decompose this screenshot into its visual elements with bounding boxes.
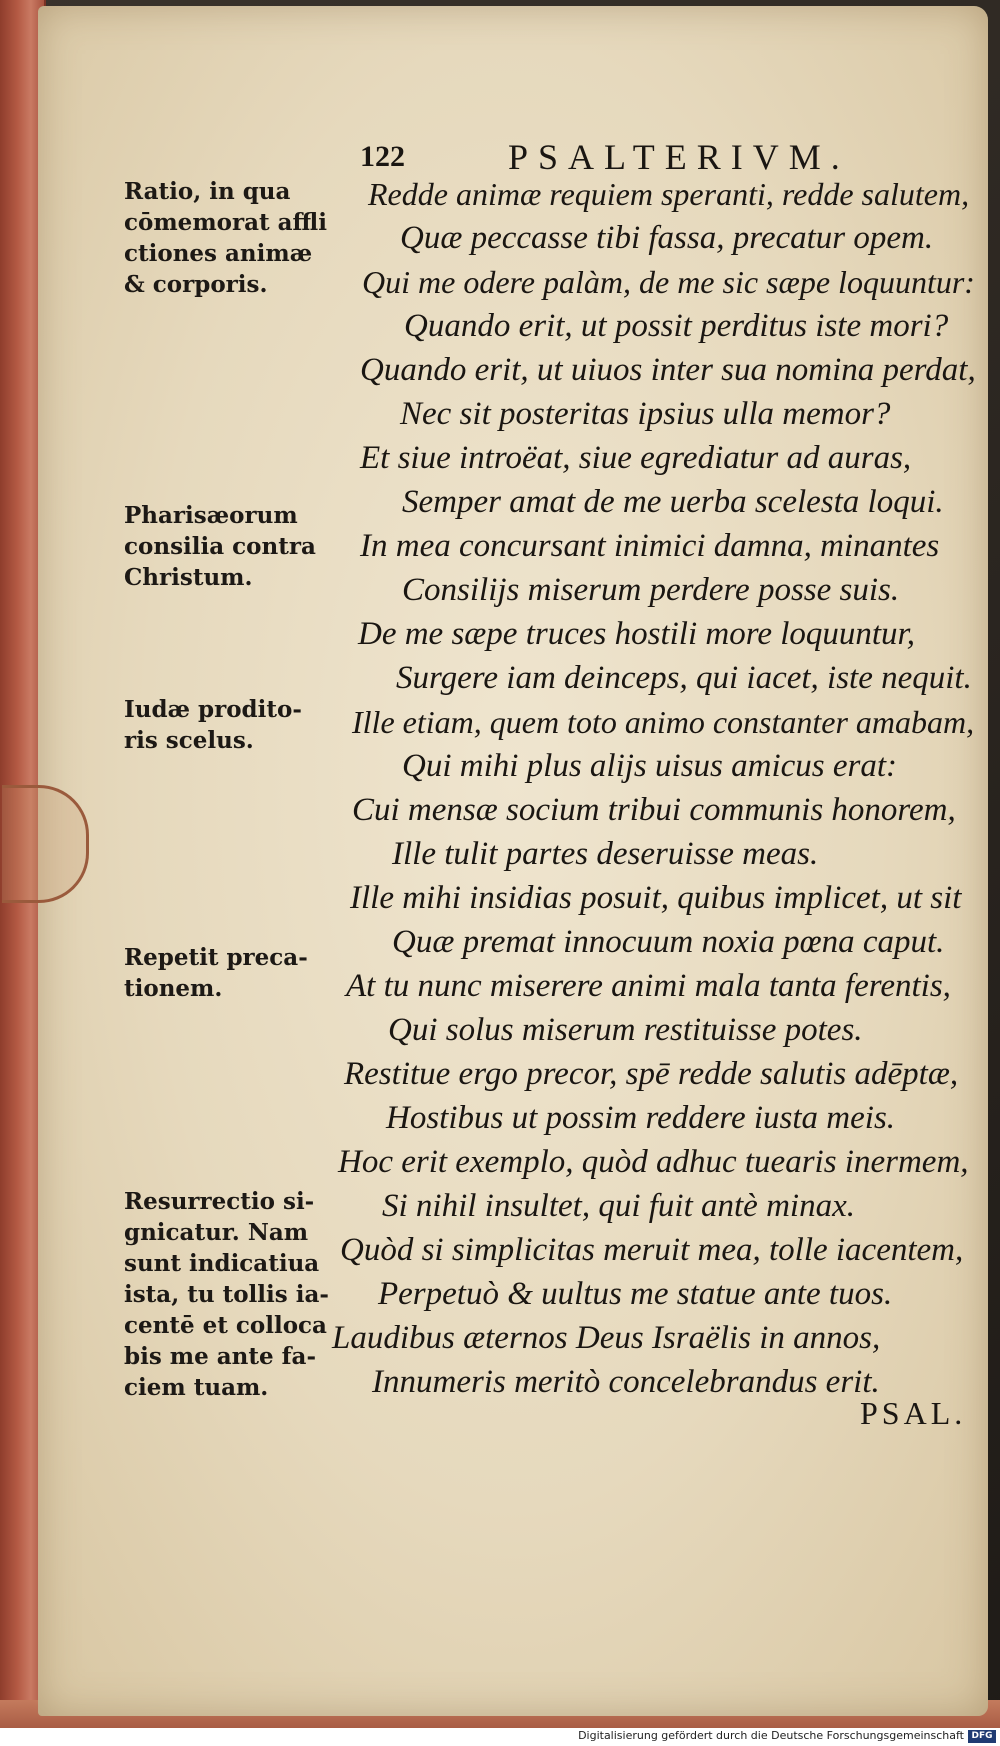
margin-note-resurrectio [124, 1186, 354, 1403]
margin-note-ratio [124, 176, 354, 300]
verse-line: Qui me odere palàm, de me sic sæpe loquuntur: [362, 264, 975, 300]
verse-line: Qui solus miserum restituisse potes. [388, 1012, 863, 1048]
verse-line: Hoc erit exemplo, quòd adhuc tuearis inermem, [338, 1144, 969, 1180]
page-number: 122 [360, 140, 405, 173]
verse-line: Consilijs miserum perdere posse suis. [402, 572, 900, 608]
running-title: PSALTERIVM. [508, 137, 850, 177]
verse-line: Restitue ergo precor, spē redde salutis adēptæ, [344, 1056, 959, 1092]
verse-line: In mea concursant inimici damna, minantes [360, 528, 940, 564]
margin-note-iudae [124, 694, 354, 756]
margin-note-repetit [124, 942, 354, 1004]
verse-line: Quæ premat innocuum noxia pœna caput. [392, 924, 945, 960]
verse-line: Innumeris meritò concelebrandus erit. [372, 1364, 880, 1400]
digitization-footer [0, 1728, 1000, 1746]
margin-note-pharisaeorum [124, 500, 354, 593]
verse-line: Qui mihi plus alijs uisus amicus erat: [402, 748, 898, 784]
verse-line: Surgere iam deinceps, qui iacet, iste nequit. [396, 660, 972, 696]
catchword: PSAL. [860, 1395, 967, 1431]
verse-line: Quando erit, ut possit perditus iste mori? [404, 308, 949, 344]
margin-note-line: Pharisæorum [124, 502, 298, 529]
verse-line: Ille mihi insidias posuit, quibus implicet, ut sit [350, 880, 962, 916]
verse-line: Quando erit, ut uiuos inter sua nomina perdat, [360, 352, 976, 388]
page-clasp-mark [2, 785, 89, 903]
margin-note-line: ciem tuam. [124, 1374, 269, 1401]
margin-note-line: Iudæ prodito- [124, 696, 302, 723]
verse-line: Redde animæ requiem speranti, redde salutem, [368, 176, 970, 212]
margin-note-line: Christum. [124, 564, 253, 591]
verse-line: Laudibus æternos Deus Israëlis in annos, [332, 1320, 881, 1356]
verse-line: Ille etiam, quem toto animo constanter amabam, [352, 704, 975, 740]
verse-line: Quòd si simplicitas meruit mea, tolle iacentem, [340, 1232, 964, 1268]
verse-line: Nec sit posteritas ipsius ulla memor? [400, 396, 891, 432]
margin-note-line: Ratio, in qua [124, 178, 291, 205]
margin-note-line: ctiones animæ [124, 240, 313, 267]
verse-line: Si nihil insultet, qui fuit antè minax. [382, 1188, 855, 1224]
footer-credit: Digitalisierung gefördert durch die Deutsche Forschungsgemeinschaft [578, 1729, 964, 1742]
verse-line: Cui mensæ socium tribui communis honorem, [352, 792, 956, 828]
verse-line: At tu nunc miserere animi mala tanta ferentis, [346, 968, 951, 1004]
margin-note-line: centē et colloca [124, 1312, 327, 1339]
verse-line: De me sæpe truces hostili more loquuntur, [358, 616, 915, 652]
verse-line: Ille tulit partes deseruisse meas. [392, 836, 819, 872]
margin-note-line: consilia contra [124, 533, 316, 560]
verse-line: Perpetuò & uultus me statue ante tuos. [378, 1276, 893, 1312]
verse-line: Quæ peccasse tibi fassa, precatur opem. [400, 220, 934, 256]
verse-line: Semper amat de me uerba scelesta loqui. [402, 484, 944, 520]
margin-note-line: ista, tu tollis ia- [124, 1281, 329, 1308]
margin-note-line: gnicatur. Nam [124, 1219, 309, 1246]
verse-line: Et siue introëat, siue egrediatur ad auras, [360, 440, 912, 476]
margin-note-line: bis me ante fa- [124, 1343, 316, 1370]
verse-line: Hostibus ut possim reddere iusta meis. [386, 1100, 896, 1136]
margin-note-line: cōmemorat affli [124, 209, 327, 236]
margin-note-line: sunt indicatiua [124, 1250, 320, 1277]
margin-note-line: Repetit preca- [124, 944, 308, 971]
dfg-logo: DFG [968, 1730, 996, 1743]
margin-note-line: & corporis. [124, 271, 268, 298]
margin-note-line: Resurrectio si- [124, 1188, 315, 1215]
margin-note-line: ris scelus. [124, 727, 254, 754]
margin-note-line: tionem. [124, 975, 223, 1002]
